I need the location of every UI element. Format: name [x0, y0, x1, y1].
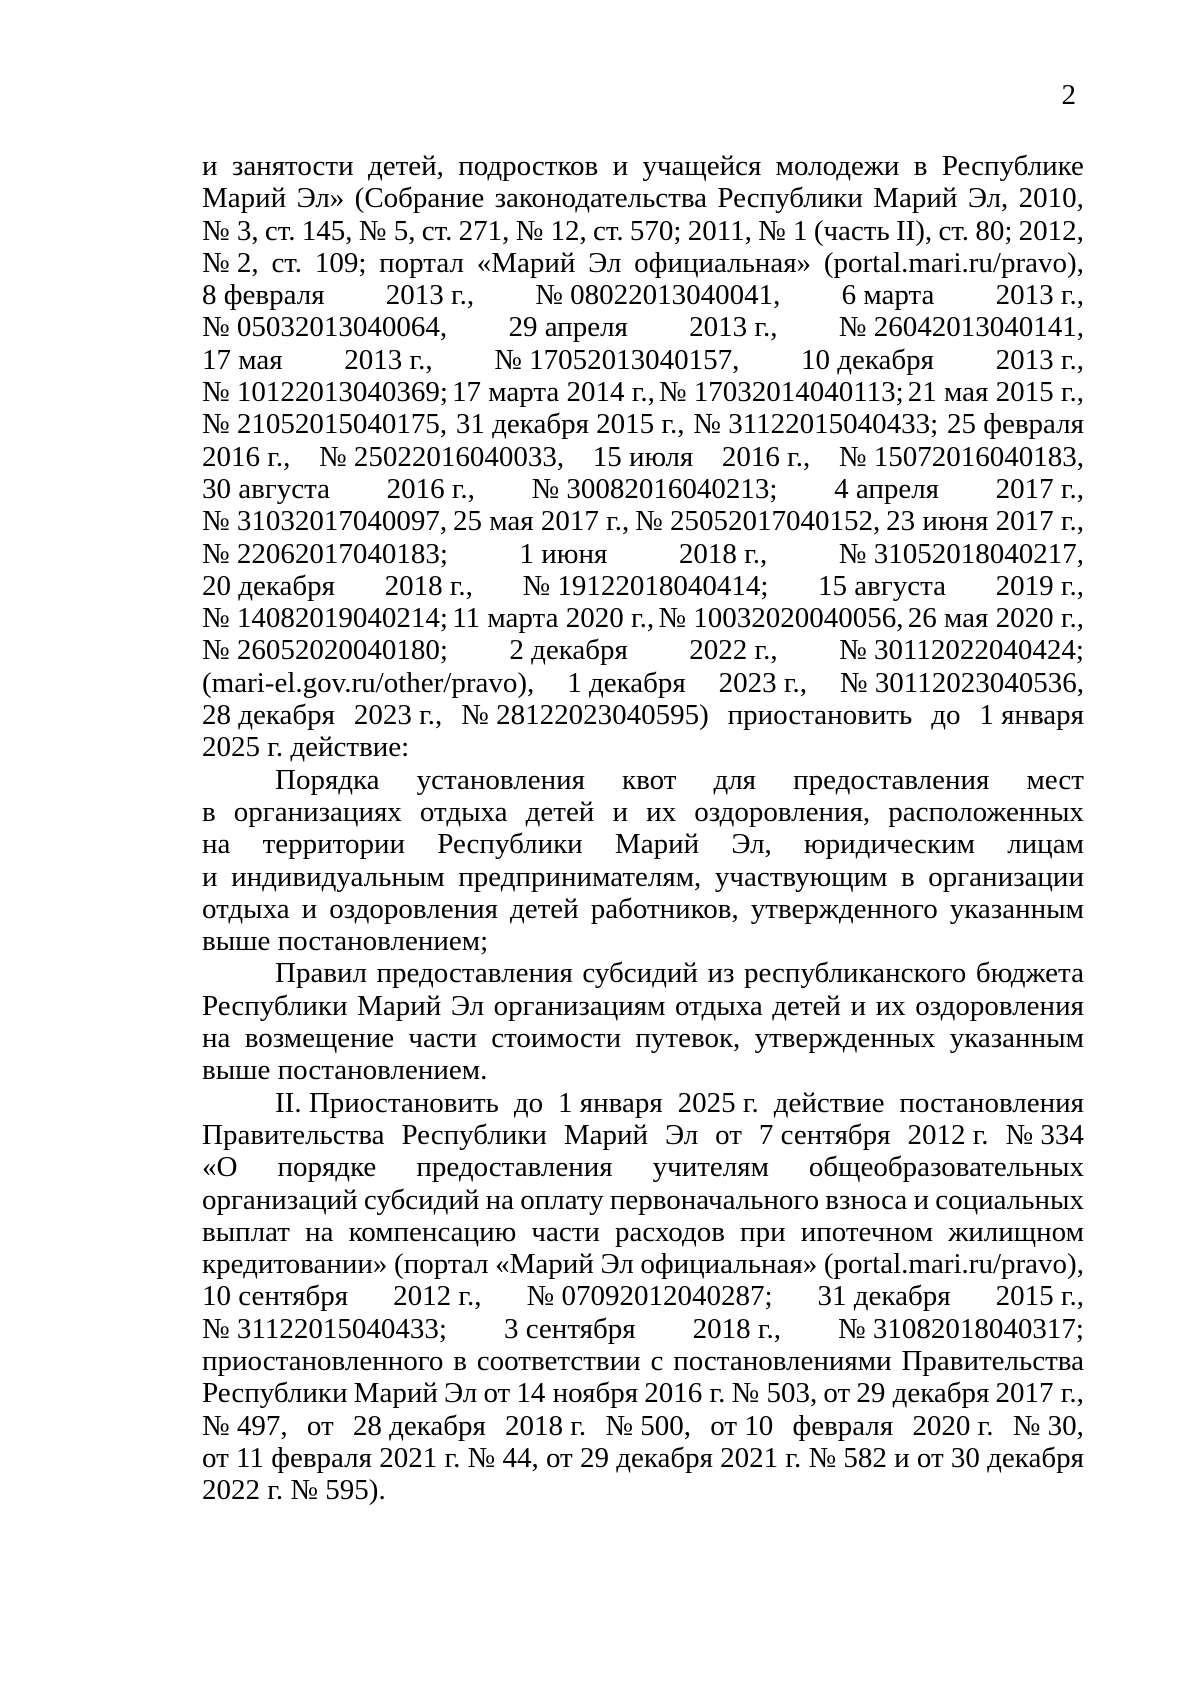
text-line: [202, 1345, 1084, 1377]
text-line: [202, 344, 1084, 376]
text-word: № 28122023040595): [461, 699, 709, 732]
text-word: приостановить: [727, 699, 913, 732]
text-word: II),: [895, 214, 933, 247]
text-word: предпринимателям,: [458, 860, 702, 893]
text-word: кредитовании»: [202, 1248, 388, 1281]
text-word: Порядка: [275, 763, 380, 796]
text-word: в: [202, 795, 216, 828]
text-word: законодательства: [494, 182, 708, 215]
text-word: № 26052020040180;: [202, 634, 448, 667]
text-word: № 497,: [202, 1409, 288, 1442]
text-line: [202, 1022, 1084, 1054]
text-word: участвующим: [714, 860, 888, 893]
text-word: 2023 г.,: [353, 699, 443, 732]
text-word: 31 декабря: [817, 1280, 951, 1313]
text-word: № 17032014040113;: [658, 376, 904, 409]
text-word: (Собрание: [354, 182, 485, 215]
text-word: от: [715, 1118, 742, 1151]
text-word: ст.: [264, 214, 296, 247]
text-word: 7 сентября: [758, 1118, 891, 1151]
text-word: утвержденного: [750, 892, 938, 925]
text-word: № 25052017040152,: [635, 505, 881, 538]
text-word: 2012 г.: [907, 1118, 989, 1151]
text-word: 30 августа: [202, 472, 330, 505]
text-word: 25 февраля: [946, 408, 1084, 441]
text-word: 23 июня 2017 г.,: [886, 505, 1084, 538]
text-word: ст.: [271, 246, 303, 279]
text-word: № 26042013040141,: [838, 311, 1084, 344]
text-word: Правил: [275, 957, 367, 990]
text-word: предоставления: [376, 957, 573, 990]
text-line: [202, 634, 1084, 666]
text-word: 2025 г.: [677, 1086, 759, 1119]
page-number: 2: [1061, 79, 1076, 111]
text-word: II. Приостановить: [275, 1086, 499, 1119]
text-word: оплату: [520, 1183, 604, 1216]
text-word: порядке: [277, 1151, 377, 1184]
document-body: [202, 150, 1084, 1506]
text-word: Республике: [941, 150, 1084, 182]
text-word: 2018 г.,: [384, 569, 473, 602]
text-word: № 31052018040217,: [838, 537, 1084, 570]
text-word: первоначального: [609, 1183, 820, 1216]
text-word: (portal.mari.ru/pravo),: [823, 1248, 1084, 1281]
text-line: [202, 1442, 1084, 1474]
text-line: [202, 150, 1084, 182]
text-word: из: [707, 957, 735, 990]
text-line: [202, 699, 1084, 731]
text-word: № 582: [808, 1441, 887, 1474]
text-word: № 44,: [467, 1441, 539, 1474]
text-word: «О: [202, 1151, 238, 1184]
text-word: выплат: [202, 1215, 290, 1248]
text-word: № 10122013040369;: [202, 376, 448, 409]
text-word: Эл: [665, 1118, 699, 1151]
text-word: общеобразовательных: [808, 1151, 1084, 1184]
text-word: 2018 г.: [505, 1409, 587, 1442]
text-word: субсидий: [363, 1183, 480, 1216]
text-word: № 31122015040433;: [202, 1312, 447, 1345]
text-word: социальных: [935, 1183, 1084, 1216]
text-word: Республики: [202, 989, 348, 1022]
text-line: [202, 667, 1084, 699]
text-line: [202, 957, 1084, 989]
text-word: детей: [509, 892, 579, 925]
text-word: № 30112023040536,: [839, 666, 1084, 699]
text-word: № 31082018040317;: [838, 1312, 1084, 1345]
text-word: 28 декабря: [202, 699, 335, 732]
text-word: 2021 г.: [720, 1441, 802, 1474]
text-word: ипотечном: [800, 1215, 934, 1248]
text-word: Республики: [401, 1118, 547, 1151]
text-word: на: [305, 1215, 334, 1248]
text-word: № 31032017040097,: [202, 505, 448, 538]
text-word: организаций: [202, 1183, 358, 1216]
text-line: [202, 247, 1084, 279]
text-word: официальная»: [640, 1248, 818, 1281]
text-word: 2016 г.,: [202, 440, 291, 473]
text-word: приостановленного: [202, 1344, 444, 1377]
text-word: Республики: [202, 1377, 348, 1410]
text-line: [202, 861, 1084, 893]
text-word: 2013 г.,: [995, 279, 1084, 312]
text-word: при: [740, 1215, 786, 1248]
text-word: расходов: [615, 1215, 725, 1248]
text-word: 15 августа: [818, 569, 947, 602]
text-word: Марий: [614, 828, 700, 861]
text-word: и: [301, 892, 318, 925]
text-word: 8 февраля: [202, 279, 325, 312]
text-word: 3 сентября: [503, 1312, 636, 1345]
text-word: путевок,: [635, 1022, 741, 1055]
text-word: 2013 г.,: [689, 311, 778, 344]
text-line: [202, 1054, 1084, 1086]
text-word: № 3,: [202, 214, 259, 247]
text-word: их: [646, 795, 677, 828]
text-word: 2017 г.,: [995, 472, 1084, 505]
text-word: 2013 г.,: [344, 343, 433, 376]
text-word: занятости: [231, 150, 354, 182]
text-word: части: [531, 1215, 600, 1248]
text-word: Эл,: [967, 182, 1009, 215]
text-word: от 10: [710, 1409, 774, 1442]
text-word: в: [453, 1344, 467, 1377]
text-word: подростков: [458, 150, 599, 182]
text-word: организациях: [233, 795, 402, 828]
text-word: Правительства: [202, 1118, 385, 1151]
text-line: [202, 1216, 1084, 1248]
text-word: указанным: [949, 1022, 1084, 1055]
text-word: № 1: [758, 214, 808, 247]
text-line: [202, 893, 1084, 925]
text-word: Марий: [202, 182, 287, 215]
text-word: постановления: [899, 1086, 1084, 1119]
text-word: № 08022013040041,: [535, 279, 781, 312]
text-word: от: [483, 1377, 511, 1410]
text-word: лицам: [1007, 828, 1084, 861]
text-word: организациям: [493, 989, 666, 1022]
text-line: [202, 990, 1084, 1022]
text-word: ст.: [421, 214, 453, 247]
text-word: детей,: [367, 150, 444, 182]
text-word: 2018 г.,: [692, 1312, 781, 1345]
text-word: 2012 г.,: [393, 1280, 482, 1313]
text-word: Эл,: [731, 828, 772, 861]
text-word: на: [202, 828, 231, 861]
text-word: «Марий: [476, 246, 576, 279]
text-line: [202, 1313, 1084, 1345]
text-word: 26 мая 2020 г.,: [907, 602, 1084, 635]
text-word: № 334: [1005, 1118, 1084, 1151]
text-word: Эл: [600, 1248, 634, 1281]
text-word: ст.: [593, 214, 624, 247]
text-word: компенсацию: [348, 1215, 517, 1248]
text-word: оздоровления: [329, 892, 498, 925]
text-word: с: [650, 1344, 664, 1377]
text-word: Республики: [717, 182, 863, 215]
text-word: 2016 г.,: [386, 472, 475, 505]
text-word: 1 декабря: [567, 666, 686, 699]
text-word: 14 ноября: [516, 1377, 639, 1410]
text-word: 2020 г.: [912, 1409, 994, 1442]
text-word: субсидий: [582, 957, 698, 990]
text-word: (portal.mari.ru/pravo),: [823, 246, 1084, 279]
text-word: 109;: [314, 246, 367, 279]
text-word: 2017 г.,: [995, 1377, 1084, 1410]
text-line: [202, 731, 1084, 763]
text-word: в: [913, 150, 928, 182]
text-word: 29 апреля: [508, 311, 628, 344]
text-word: республиканского: [743, 957, 967, 990]
text-word: детей: [525, 795, 595, 828]
text-line: [202, 441, 1084, 473]
text-line: [202, 182, 1084, 214]
text-word: № 22062017040183;: [202, 537, 448, 570]
text-word: № 30112022040424;: [839, 634, 1084, 667]
text-word: их: [875, 989, 906, 1022]
text-word: и: [612, 795, 628, 828]
text-word: 2018 г.,: [678, 537, 768, 570]
text-word: № 12,: [515, 214, 587, 247]
text-line: [202, 279, 1084, 311]
text-line: [202, 828, 1084, 860]
text-word: 1 июня: [519, 537, 608, 570]
text-word: портал: [379, 246, 464, 279]
text-word: действие: [773, 1086, 885, 1119]
text-word: от: [916, 1441, 944, 1474]
text-word: выше постановлением;: [202, 925, 489, 958]
text-word: части: [408, 1022, 477, 1055]
text-word: 11 марта 2020 г.,: [452, 602, 655, 635]
text-word: № 25022016040033,: [318, 440, 565, 473]
text-word: 2010,: [1018, 182, 1084, 215]
text-word: утвержденных: [754, 1022, 936, 1055]
text-word: 80;: [975, 214, 1013, 247]
text-word: № 500,: [605, 1409, 692, 1442]
text-word: 28 декабря: [352, 1409, 486, 1442]
text-word: 4 апреля: [834, 472, 940, 505]
text-word: жилищном: [948, 1215, 1084, 1248]
text-word: 11 февраля: [236, 1441, 372, 1474]
text-word: Марий: [873, 182, 958, 215]
text-word: № 30,: [1012, 1409, 1084, 1442]
text-word: 25 мая 2017 г.,: [453, 505, 630, 538]
text-word: 6 марта: [841, 279, 935, 312]
text-word: № 19122018040414;: [522, 569, 769, 602]
text-line: [202, 311, 1084, 343]
text-word: Эл: [450, 989, 485, 1022]
text-word: предоставления: [793, 763, 990, 796]
text-word: 21 мая 2015 г.,: [907, 376, 1084, 409]
text-line: [202, 1087, 1084, 1119]
text-line: [202, 602, 1084, 634]
text-word: 29 декабря: [856, 1377, 990, 1410]
text-word: и: [202, 860, 218, 893]
text-word: отдыха: [419, 795, 508, 828]
text-word: от: [545, 1441, 573, 1474]
text-word: Эл: [588, 246, 622, 279]
text-word: Марий: [563, 1118, 649, 1151]
text-word: (часть: [813, 214, 890, 247]
text-word: февраля: [792, 1409, 894, 1442]
text-word: 10 декабря: [801, 343, 934, 376]
text-word: оздоровления,: [694, 795, 871, 828]
text-word: учителям: [652, 1151, 769, 1184]
text-word: выше постановлением.: [202, 1054, 488, 1087]
text-word: «Марий: [495, 1248, 594, 1281]
text-word: индивидуальным: [231, 860, 445, 893]
text-word: и: [612, 150, 629, 182]
text-word: Республики: [437, 828, 583, 861]
text-word: № 15072016040183,: [838, 440, 1084, 473]
text-word: № 17052013040157,: [494, 343, 740, 376]
text-word: № 14082019040214;: [202, 602, 448, 635]
text-word: Эл: [444, 1377, 478, 1410]
text-word: работников,: [590, 892, 739, 925]
text-word: отдыха: [675, 989, 763, 1022]
text-word: 1 января: [979, 699, 1084, 732]
text-line: [202, 1377, 1084, 1409]
text-word: 2013 г.,: [995, 343, 1084, 376]
text-word: 2022 г.,: [689, 634, 778, 667]
text-word: 1 января: [558, 1086, 663, 1119]
text-word: постановлениями: [673, 1344, 892, 1377]
text-line: [202, 1474, 1084, 1506]
text-word: учащейся: [642, 150, 762, 182]
text-word: юридическим: [804, 828, 975, 861]
text-word: 2019 г.,: [995, 569, 1084, 602]
text-word: № 10032020040056,: [658, 602, 904, 635]
text-word: организации: [928, 860, 1084, 893]
text-word: 15 июля: [592, 440, 694, 473]
text-line: [202, 764, 1084, 796]
text-line: [202, 376, 1084, 408]
text-word: 17 марта 2014 г.,: [451, 376, 655, 409]
text-word: молодежи: [775, 150, 900, 182]
text-word: взноса: [825, 1183, 908, 1216]
text-word: 271,: [458, 214, 510, 247]
text-word: на: [485, 1183, 515, 1216]
text-word: детей: [772, 989, 841, 1022]
text-word: 29 декабря: [579, 1441, 713, 1474]
text-word: указанным: [949, 892, 1084, 925]
text-word: Правительства: [901, 1344, 1084, 1377]
text-word: 2013 г.,: [385, 279, 475, 312]
text-word: возмещение: [244, 1022, 395, 1055]
text-line: [202, 505, 1084, 537]
text-word: установления: [416, 763, 585, 796]
text-word: 31 декабря 2015 г.,: [455, 408, 685, 441]
text-line: [202, 570, 1084, 602]
text-word: до: [513, 1086, 544, 1119]
text-line: [202, 215, 1084, 247]
text-word: 2016 г.,: [721, 440, 811, 473]
text-word: № 21052015040175,: [202, 408, 448, 441]
text-word: официальная»: [634, 246, 812, 279]
text-word: оздоровления: [915, 989, 1084, 1022]
text-word: отдыха: [202, 892, 290, 925]
text-line: [202, 1280, 1084, 1312]
text-line: [202, 1184, 1084, 1216]
text-line: [202, 1410, 1084, 1442]
text-line: [202, 796, 1084, 828]
text-word: в: [901, 860, 915, 893]
text-word: от: [823, 1377, 851, 1410]
text-word: 2022 г. № 595).: [202, 1474, 386, 1507]
text-word: 2016 г.: [644, 1377, 726, 1410]
text-word: соответствии: [476, 1344, 641, 1377]
text-word: и: [850, 989, 867, 1022]
text-word: № 503,: [731, 1377, 818, 1410]
text-word: 20 декабря: [202, 569, 335, 602]
text-word: 2 декабря: [509, 634, 628, 667]
text-line: [202, 473, 1084, 505]
text-word: 2015 г.,: [995, 1280, 1084, 1313]
text-line: [202, 538, 1084, 570]
text-word: № 2,: [202, 246, 259, 279]
text-word: № 31122015040433;: [693, 408, 939, 441]
text-word: и: [202, 150, 218, 182]
text-word: № 30082016040213;: [531, 472, 778, 505]
text-word: от: [202, 1441, 229, 1474]
text-line: [202, 1119, 1084, 1151]
text-word: для: [713, 763, 757, 796]
text-word: Эл»: [296, 182, 345, 215]
text-word: 2011,: [687, 214, 752, 247]
text-line: [202, 1151, 1084, 1183]
text-word: № 05032013040064,: [202, 311, 448, 344]
text-word: квот: [622, 763, 677, 796]
text-line: [202, 1248, 1084, 1280]
text-word: от: [306, 1409, 334, 1442]
text-word: 145,: [301, 214, 353, 247]
text-word: территории: [262, 828, 406, 861]
text-word: стоимости: [491, 1022, 622, 1055]
text-word: ст.: [938, 214, 970, 247]
text-word: 17 мая: [202, 343, 283, 376]
text-word: и: [894, 1441, 910, 1474]
text-word: (портал: [394, 1248, 489, 1281]
text-word: на: [202, 1022, 231, 1055]
text-word: предоставления: [416, 1151, 613, 1184]
text-word: бюджета: [975, 957, 1084, 990]
text-word: 570;: [629, 214, 682, 247]
text-word: 2021 г.: [379, 1441, 461, 1474]
text-word: 2025 г. действие:: [202, 731, 410, 764]
text-word: № 5,: [358, 214, 416, 247]
text-word: 10 сентября: [202, 1280, 349, 1313]
text-word: № 07092012040287;: [526, 1280, 773, 1313]
text-word: (mari-el.gov.ru/other/pravo),: [202, 666, 535, 699]
text-word: и: [913, 1183, 930, 1216]
text-word: Марий: [353, 1377, 438, 1410]
text-word: мест: [1026, 763, 1084, 796]
text-word: 2023 г.,: [718, 666, 807, 699]
text-word: Марий: [357, 989, 442, 1022]
text-line: [202, 408, 1084, 440]
text-word: до: [931, 699, 961, 732]
text-word: 2012,: [1018, 214, 1084, 247]
text-line: [202, 925, 1084, 957]
text-word: расположенных: [888, 795, 1084, 828]
text-word: 30 декабря: [950, 1441, 1084, 1474]
